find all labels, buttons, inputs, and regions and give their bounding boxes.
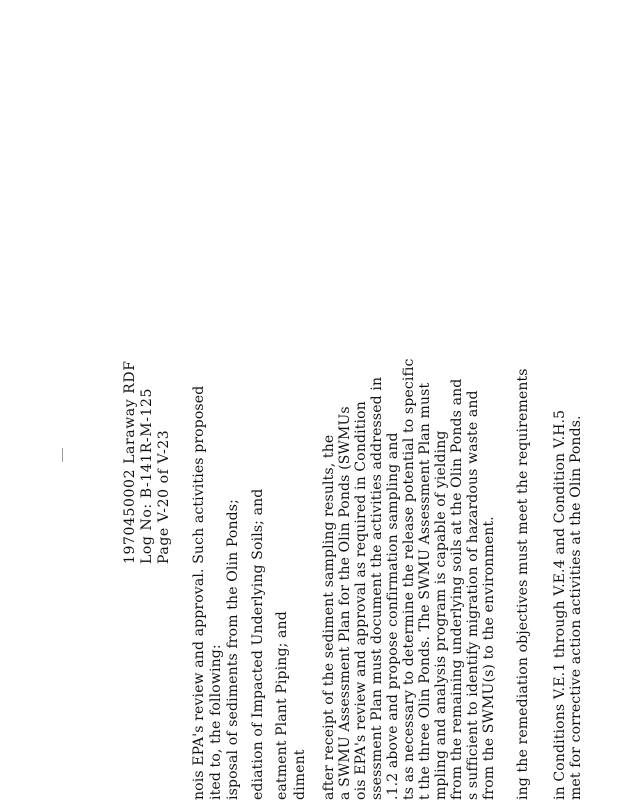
- body-line: a SWMU Assessment Plan for the Olin Ponds (SWMUs: [337, 406, 353, 800]
- body-line: from the remaining underlying soils at the Olin Ponds and: [449, 378, 465, 800]
- body-line: in Conditions V.E.1 through V.E.4 and Condition V.H.5: [552, 409, 568, 800]
- body-line: ediation of Impacted Underlying Soils; and: [250, 488, 266, 800]
- body-line: ois EPA's review and approval as required in Condition: [353, 401, 369, 800]
- body-line: diment: [292, 749, 308, 800]
- body-line: nois EPA's review and approval. Such activities proposed: [191, 385, 207, 800]
- header-page-number: Page V-20 of V-23: [156, 429, 172, 564]
- body-line: ts as necessary to determine the release potential to specific: [401, 358, 417, 800]
- body-line: after receipt of the sediment sampling results, the: [321, 434, 337, 800]
- body-line: isposal of sediments from the Olin Ponds;: [225, 499, 241, 800]
- body-line: ited to, the following:: [208, 644, 224, 800]
- body-line: mpling and analysis program is capable of yielding: [433, 430, 449, 800]
- body-line: .1.2 above and propose confirmation sampling and: [385, 432, 401, 800]
- body-line: from the SWMU(s) to the environment.: [481, 516, 497, 800]
- body-line: s sufficient to identify migration of hazardous waste and: [465, 390, 481, 800]
- body-line: t the three Olin Ponds. The SWMU Assessment Plan must: [417, 382, 433, 800]
- body-line: met for corrective action activities at the Olin Ponds.: [568, 415, 584, 800]
- header-facility-line: 1970450002 Laraway RDF: [122, 360, 138, 564]
- body-line: eatment Plant Piping; and: [274, 611, 290, 800]
- body-line: ing the remediation objectives must meet the requirements: [515, 368, 531, 800]
- header-log-number: Log No: B-141R-M-125: [139, 387, 155, 564]
- body-line: ssessment Plan must document the activities addressed in: [369, 376, 385, 800]
